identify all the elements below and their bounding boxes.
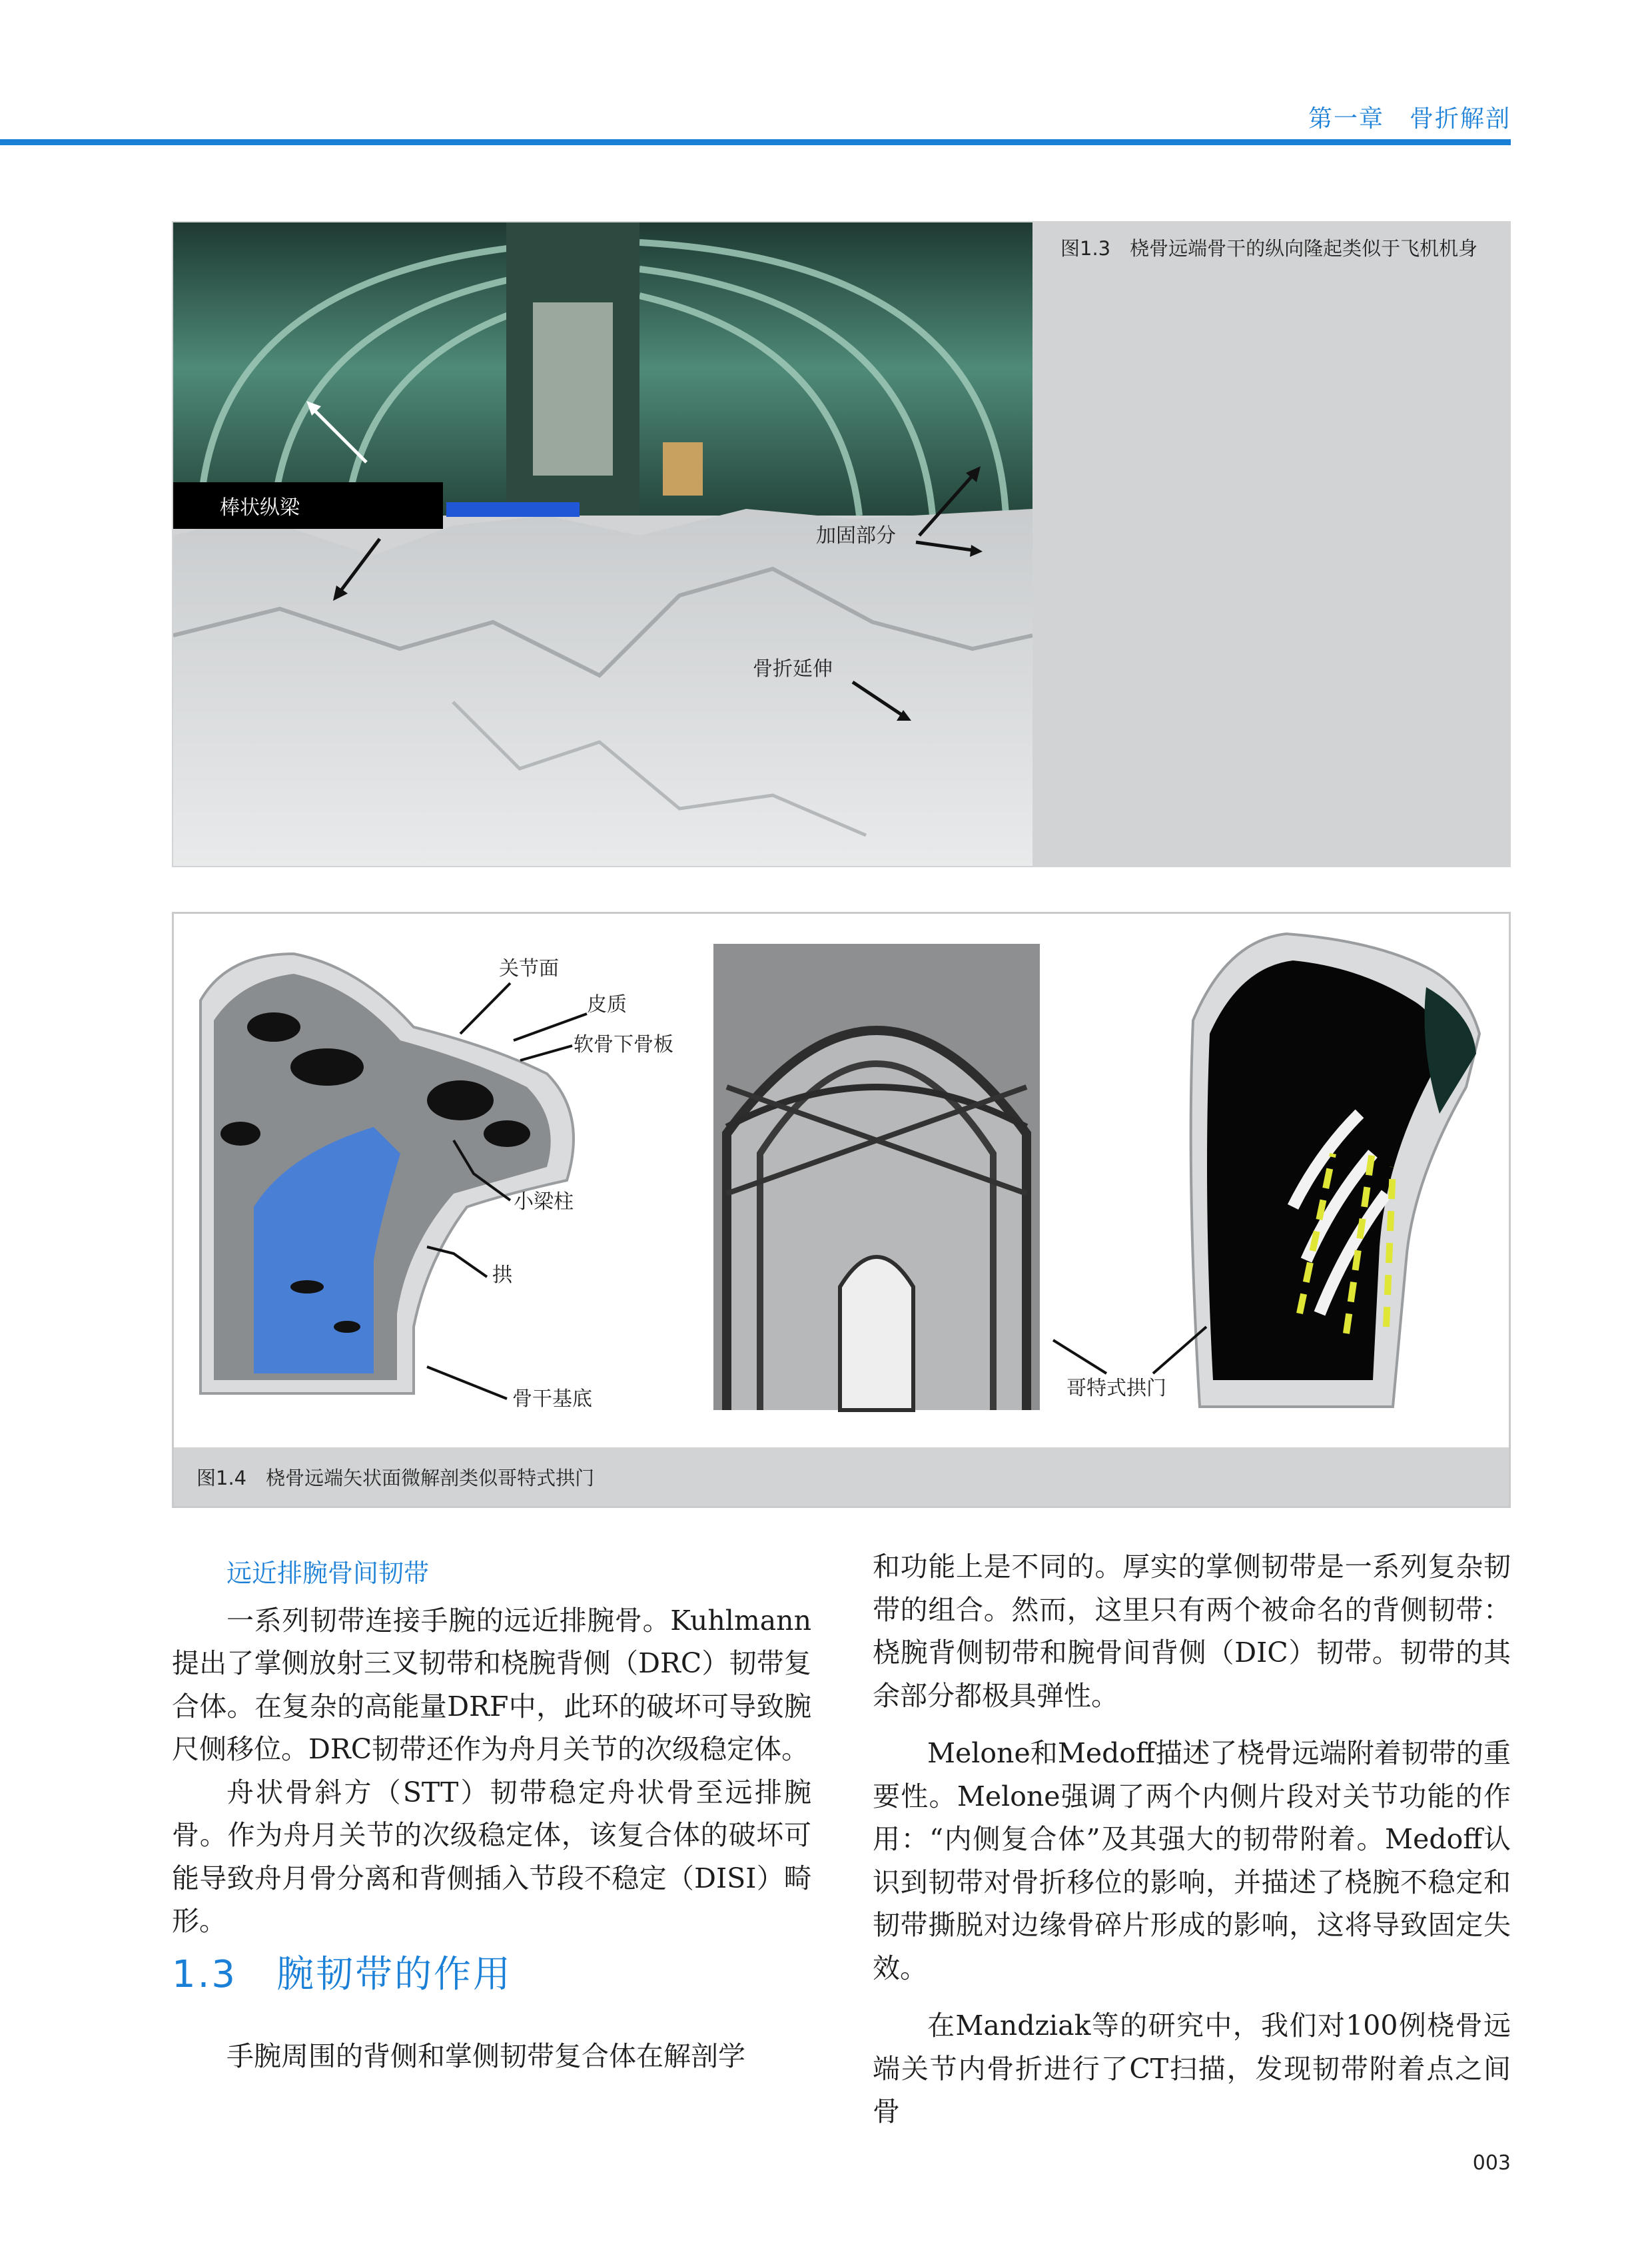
label-gothic-arch: 哥特式拱门 [1066,1377,1166,1400]
ct-section [1191,934,1479,1407]
right-column [873,1545,1511,2133]
figure-1-3 [172,221,1511,867]
figure-1-4-image [174,914,1509,1447]
left-column-lower [172,2035,811,2078]
label-trabeculae: 小梁柱 [514,1190,574,1214]
left-paragraph-2: 舟状骨斜方（STT）韧带稳定舟状骨至远排腕骨。作为舟月关节的次级稳定体，该复合体的破坏可能导致舟月骨分离和背侧插入节段不稳定（DISI）畸形。 [172,1776,811,1937]
right-paragraph-1: 和功能上是不同的。厚实的掌侧韧带是一系列复杂韧带的组合。然而，这里只有两个被命名的背侧韧带：桡腕背侧韧带和腕骨间背侧（DIC）韧带。韧带的其余部分都极具弹性。 [873,1551,1511,1712]
label-diaphysis-base: 骨干基底 [512,1387,592,1411]
rod-beam-label-box [173,482,443,529]
label-cortex: 皮质 [587,993,627,1016]
gothic-arch-photo [713,944,1040,1410]
left-paragraph-3: 手腕周围的背侧和掌侧韧带复合体在解剖学 [226,2040,745,2072]
radius-cross-section [201,954,574,1393]
figure-1-4-caption-bar [174,1447,1509,1506]
figure-1-3-caption: 图1.3 桡骨远端骨干的纵向隆起类似于飞机机身 [1060,237,1478,260]
page-number: 003 [1472,2151,1511,2175]
running-header: 第一章 骨折解剖 [1308,105,1511,133]
left-column [172,1552,811,1943]
figure-1-3-image [173,222,1032,866]
label-subchondral-plate: 软骨下骨板 [574,1033,673,1056]
blue-marker [446,502,580,517]
figure-1-4 [172,912,1511,1508]
label-articular-surface: 关节面 [499,957,559,980]
bone-surface [173,509,1032,866]
subheading-intercarpal: 远近排腕骨间韧带 [226,1559,430,1588]
section-title: 1.3 腕韧带的作用 [172,1953,513,1996]
label-rod-beam: 棒状纵梁 [220,496,300,520]
header-rule [0,139,1511,145]
label-fracture-extension: 骨折延伸 [753,657,833,681]
label-arch: 拱 [492,1264,512,1287]
label-reinforced: 加固部分 [816,524,896,548]
right-paragraph-2: Melone和Medoff描述了桡骨远端附着韧带的重要性。Melone强调了两个内侧片段对关节功能的作用：“内侧复合体”及其强大的韧带附着。Medoff认识到韧带对骨折移位的影响，并描述了桡腕不稳定和韧带撕脱对边缘骨碎片形成的影响，这将导致固定失效。 [873,1737,1511,1984]
left-paragraph-1: 一系列韧带连接手腕的远近排腕骨。Kuhlmann提出了掌侧放射三叉韧带和桡腕背侧（DRC）韧带复合体。在复杂的高能量DRF中，此环的破坏可导致腕尺侧移位。DRC韧带还作为舟月关节的次级稳定体。 [172,1604,811,1765]
figure-1-4-caption: 图1.4 桡骨远端矢状面微解剖类似哥特式拱门 [197,1467,595,1489]
right-paragraph-3: 在Mandziak等的研究中，我们对100例桡骨远端关节内骨折进行了CT扫描，发现韧带附着点之间骨 [873,2010,1511,2127]
